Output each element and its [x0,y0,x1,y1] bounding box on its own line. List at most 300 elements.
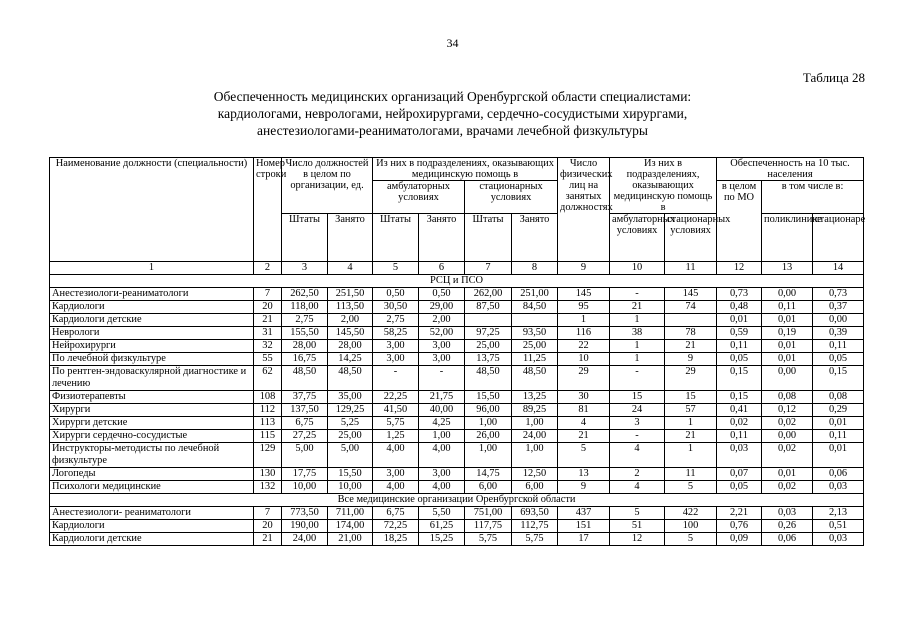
table-cell: 6,00 [512,481,558,494]
table-cell: 62 [254,366,282,391]
table-cell: - [610,366,665,391]
table-cell: - [373,366,419,391]
table-cell: 0,05 [717,353,762,366]
table-cell: 0,02 [762,417,813,430]
table-cell: 115 [254,430,282,443]
table-cell: 41,50 [373,404,419,417]
row-label: Кардиологи детские [50,314,254,327]
table-cell: 130 [254,468,282,481]
table-cell: 22,25 [373,391,419,404]
table-cell: 18,25 [373,533,419,546]
header-total-positions: Число должностей в целом по организации, ед. [282,158,373,214]
table-cell: - [419,366,465,391]
table-cell: 1,00 [465,443,512,468]
table-cell: 55 [254,353,282,366]
table-cell: 1 [610,353,665,366]
table-cell: 0,73 [717,288,762,301]
header-occupied: Занято [328,214,373,262]
table-cell: 145,50 [328,327,373,340]
section-title: Все медицинские организации Оренбургской области [50,494,864,507]
table-cell: 190,00 [282,520,328,533]
table-cell: 6,75 [282,417,328,430]
table-cell: 145 [665,288,717,301]
table-row [50,327,864,340]
table-cell: 5,50 [419,507,465,520]
table-cell: 0,01 [762,468,813,481]
table-cell [512,314,558,327]
table-row [50,366,864,391]
table-cell: 21 [254,314,282,327]
table-cell: 132 [254,481,282,494]
table-cell: 262,50 [282,288,328,301]
table-cell: 5 [558,443,610,468]
table-cell: 108 [254,391,282,404]
table-row [50,481,864,494]
table-cell: 112 [254,404,282,417]
header-occupied: Занято [419,214,465,262]
table-cell: 4,00 [419,481,465,494]
table-cell [465,314,512,327]
table-cell: 21,75 [419,391,465,404]
title-line: Обеспеченность медицинских организаций Оренбургской области специалистами: [213,89,692,104]
table-cell: 0,02 [762,443,813,468]
table-cell: 9 [558,262,610,275]
table-cell: 25,00 [465,340,512,353]
table-cell: 21 [665,430,717,443]
table-cell: 29 [665,366,717,391]
table-cell: 6 [419,262,465,275]
table-cell: 30,50 [373,301,419,314]
table-cell: 10 [558,353,610,366]
table-cell: 0,02 [717,417,762,430]
table-cell: 12,50 [512,468,558,481]
table-cell: 4 [610,481,665,494]
table-cell: 37,75 [282,391,328,404]
header-staff: Штаты [373,214,419,262]
table-cell: 10 [610,262,665,275]
table-cell: 9 [558,481,610,494]
table-cell: 2 [254,262,282,275]
table-cell: 95 [558,301,610,314]
table-cell: 145 [558,288,610,301]
table-cell: 5,75 [373,417,419,430]
row-label: Кардиологи [50,301,254,314]
table-cell: 84,50 [512,301,558,314]
table-cell: 1 [610,340,665,353]
table-cell: 5 [610,507,665,520]
table-cell: 1,00 [419,430,465,443]
table-cell: 48,50 [512,366,558,391]
table-cell: 6,75 [373,507,419,520]
section-title: РСЦ и ПСО [50,275,864,288]
header-of-which: Из них в подразделениях, оказывающих медицинскую помощь в [373,158,558,181]
header-hospital: стационаре [813,214,864,262]
table-cell: 0,15 [717,391,762,404]
table-cell: 15,50 [328,468,373,481]
table-cell: 15 [665,391,717,404]
table-row [50,417,864,430]
table-cell: 48,50 [465,366,512,391]
table-cell: 118,00 [282,301,328,314]
table-cell: 4 [328,262,373,275]
row-label: По рентген-эндоваскулярной диагностике и лечению [50,366,254,391]
table-cell: 0,03 [762,507,813,520]
table-cell: 3,00 [419,468,465,481]
table-cell: 0,51 [813,520,864,533]
table-cell: 129,25 [328,404,373,417]
row-label: Хирурги детские [50,417,254,430]
table-cell: 11 [665,468,717,481]
table-cell: 1,00 [465,417,512,430]
table-cell: 3,00 [419,353,465,366]
table-cell: 13,75 [465,353,512,366]
header-stationary: стационарных условиях [465,181,558,214]
table-cell: 5 [665,481,717,494]
row-label: Анестезиологи-реаниматологи [50,288,254,301]
table-cell: 5 [373,262,419,275]
table-cell: 4,00 [373,481,419,494]
table-cell: 96,00 [465,404,512,417]
table-cell: 5,75 [512,533,558,546]
table-cell: 32 [254,340,282,353]
table-cell: 113,50 [328,301,373,314]
header-ambulatory: амбулаторных условиях [373,181,465,214]
table-cell: 24 [610,404,665,417]
table-cell: 2,21 [717,507,762,520]
table-cell: 0,03 [813,533,864,546]
table-cell: 13 [762,262,813,275]
table-cell: 0,01 [813,443,864,468]
table-cell: 14,25 [328,353,373,366]
table-cell: 5,00 [282,443,328,468]
table-cell: 129 [254,443,282,468]
table-cell: 0,76 [717,520,762,533]
table-row [50,507,864,520]
title-line: кардиологами, неврологами, нейрохирургами, сердечно-сосудистыми хирургами, [217,106,688,121]
row-label: Кардиологи детские [50,533,254,546]
table-cell: 0,01 [813,417,864,430]
column-numbers-row [50,262,864,275]
table-cell: 97,25 [465,327,512,340]
section-header-row [50,494,864,507]
table-cell: 28,00 [282,340,328,353]
table-cell: 58,25 [373,327,419,340]
table-cell: 0,03 [717,443,762,468]
table-cell: 3,00 [419,340,465,353]
table-cell: 0,11 [717,430,762,443]
table-cell: 28,00 [328,340,373,353]
table-cell: 0,41 [717,404,762,417]
table-row [50,430,864,443]
table-cell: 2,75 [373,314,419,327]
table-cell: 0,00 [762,430,813,443]
table-cell: 0,08 [762,391,813,404]
table-cell: 22 [558,340,610,353]
table-cell: 1,00 [512,417,558,430]
table-row [50,520,864,533]
table-cell: 5,00 [328,443,373,468]
table-row [50,468,864,481]
table-cell: 0,00 [762,366,813,391]
table-cell: 0,01 [762,353,813,366]
table-cell: 1 [558,314,610,327]
table-cell: 5 [665,533,717,546]
table-cell: 3,00 [373,340,419,353]
table-cell: 72,25 [373,520,419,533]
table-row [50,404,864,417]
table-cell: 89,25 [512,404,558,417]
table-cell: 437 [558,507,610,520]
table-cell: 422 [665,507,717,520]
row-label: Логопеды [50,468,254,481]
table-cell: 0,08 [813,391,864,404]
table-cell: 3 [610,417,665,430]
table-cell: 0,09 [717,533,762,546]
table-cell: 0,11 [717,340,762,353]
header-persons: Число физических лиц на занятых должностях [558,158,610,262]
table-cell: 74 [665,301,717,314]
table-cell: 1 [665,417,717,430]
table-cell: 5,25 [328,417,373,430]
table-cell: 15 [610,391,665,404]
table-cell: 5,75 [465,533,512,546]
table-label: Таблица 28 [802,70,865,85]
row-label: Хирурги [50,404,254,417]
table-cell: 6,00 [465,481,512,494]
table-cell: 2 [610,468,665,481]
table-cell: 21 [665,340,717,353]
table-cell: 0,00 [813,314,864,327]
table-cell: 262,00 [465,288,512,301]
table-cell: 2,13 [813,507,864,520]
table-cell: 87,50 [465,301,512,314]
title-line: анестезиологами-реаниматологами, врачами лечебной физкультуры [257,123,648,138]
table-cell: 16,75 [282,353,328,366]
table-row [50,314,864,327]
header-occupied: Занято [512,214,558,262]
row-label: Анестезиологи- реаниматологи [50,507,254,520]
table-cell: 4 [610,443,665,468]
table-cell [665,314,717,327]
header-ambulatory2: амбулаторных условиях [610,214,665,262]
table-cell: 0,12 [762,404,813,417]
table-cell: 0,19 [762,327,813,340]
table-cell: 29,00 [419,301,465,314]
table-cell: 29 [558,366,610,391]
table-cell: 21 [254,533,282,546]
header-name: Наименование должности (специальности) [50,158,254,262]
row-label: Кардиологи [50,520,254,533]
table-cell: 7 [254,507,282,520]
table-cell: 48,50 [282,366,328,391]
table-cell: 26,00 [465,430,512,443]
row-label: Нейрохирурги [50,340,254,353]
table-cell: 2,75 [282,314,328,327]
table-cell: 251,00 [512,288,558,301]
table-cell: 7 [254,288,282,301]
table-cell: 25,00 [512,340,558,353]
table-cell: 0,01 [717,314,762,327]
table-cell: 15,25 [419,533,465,546]
table-cell: 112,75 [512,520,558,533]
table-cell: 27,25 [282,430,328,443]
table-cell: 1 [50,262,254,275]
table-cell: 0,02 [762,481,813,494]
table-cell: 30 [558,391,610,404]
table-cell: 0,15 [813,366,864,391]
table-cell: 4,25 [419,417,465,430]
table-cell: 0,26 [762,520,813,533]
table-cell: 1 [665,443,717,468]
table-cell: 24,00 [282,533,328,546]
table-cell: 57 [665,404,717,417]
table-cell: 12 [610,533,665,546]
table-cell: 1,25 [373,430,419,443]
table-cell: 0,15 [717,366,762,391]
row-label: Инструкторы-методисты по лечебной физкультуре [50,443,254,468]
table-cell: 0,05 [813,353,864,366]
table-cell: 773,50 [282,507,328,520]
table-cell: 3,00 [373,468,419,481]
table-cell: 12 [717,262,762,275]
table-cell: 10,00 [282,481,328,494]
table-cell: 7 [465,262,512,275]
table-cell: 10,00 [328,481,373,494]
table-cell: 0,01 [762,314,813,327]
table-cell: 0,06 [813,468,864,481]
table-cell: 0,00 [762,288,813,301]
table-cell: 251,50 [328,288,373,301]
table-cell: - [610,430,665,443]
header-staff: Штаты [282,214,328,262]
table-cell: 0,01 [762,340,813,353]
row-label: Неврологи [50,327,254,340]
table-cell: 0,07 [717,468,762,481]
table-cell: 2,00 [328,314,373,327]
table-cell: 13,25 [512,391,558,404]
table-cell: 0,11 [762,301,813,314]
table-row [50,301,864,314]
table-cell: 0,59 [717,327,762,340]
table-cell: 3,00 [373,353,419,366]
table-cell: 0,37 [813,301,864,314]
table-cell: 137,50 [282,404,328,417]
table-cell: 1,00 [512,443,558,468]
table-cell: 13 [558,468,610,481]
table-cell: 0,11 [813,340,864,353]
table-cell: 0,50 [373,288,419,301]
table-cell: 4,00 [373,443,419,468]
table-cell: 17,75 [282,468,328,481]
table-cell: 20 [254,301,282,314]
row-label: Психологи медицинские [50,481,254,494]
row-label: Хирурги сердечно-сосудистые [50,430,254,443]
table-cell: 21 [558,430,610,443]
table-cell: 51 [610,520,665,533]
header-polyclinic: поликлинике [762,214,813,262]
table-cell: 2,00 [419,314,465,327]
table-cell: 11 [665,262,717,275]
table-title [0,88,905,139]
table-cell: 711,00 [328,507,373,520]
header-staff: Штаты [465,214,512,262]
table-cell: 61,25 [419,520,465,533]
header-row-no: Номер строки [254,158,282,262]
header-total-mo: в целом по МО [717,181,762,262]
table-cell: 4 [558,417,610,430]
table-cell: 0,39 [813,327,864,340]
table-cell: 0,48 [717,301,762,314]
table-cell: 35,00 [328,391,373,404]
table-body [50,262,864,546]
table-cell: 25,00 [328,430,373,443]
table-cell: 21,00 [328,533,373,546]
table-row [50,340,864,353]
table-cell: 116 [558,327,610,340]
table-cell: 0,11 [813,430,864,443]
table-cell: 0,03 [813,481,864,494]
table-cell: 751,00 [465,507,512,520]
section-header-row [50,275,864,288]
table-cell: 0,05 [717,481,762,494]
table-cell: 4,00 [419,443,465,468]
provision-table [49,157,864,546]
table-row [50,391,864,404]
table-cell: 693,50 [512,507,558,520]
table-cell: 11,25 [512,353,558,366]
table-cell: 78 [665,327,717,340]
table-cell: 52,00 [419,327,465,340]
table-cell: 31 [254,327,282,340]
table-cell: 20 [254,520,282,533]
table-row [50,443,864,468]
row-label: Физиотерапевты [50,391,254,404]
table-cell: 113 [254,417,282,430]
table-row [50,353,864,366]
table-cell: 174,00 [328,520,373,533]
table-cell: 3 [282,262,328,275]
table-cell: 38 [610,327,665,340]
header-stationary2: стационарных условиях [665,214,717,262]
table-cell: 40,00 [419,404,465,417]
table-cell: - [610,288,665,301]
table-cell: 8 [512,262,558,275]
header-persons-of-which: Из них в подразделениях, оказывающих медицинскую помощь в [610,158,717,214]
table-cell: 14 [813,262,864,275]
table-cell: 1 [610,314,665,327]
header-provision: Обеспеченность на 10 тыс. населения [717,158,864,181]
table-cell: 0,73 [813,288,864,301]
table-cell: 100 [665,520,717,533]
table-cell: 21 [610,301,665,314]
table-cell: 93,50 [512,327,558,340]
table-cell: 14,75 [465,468,512,481]
table-cell: 155,50 [282,327,328,340]
table-cell: 24,00 [512,430,558,443]
table-row [50,288,864,301]
table-cell: 81 [558,404,610,417]
table-cell: 9 [665,353,717,366]
table-cell: 15,50 [465,391,512,404]
table-cell: 48,50 [328,366,373,391]
table-row [50,533,864,546]
header-incl: в том числе в: [762,181,864,214]
table-cell: 0,06 [762,533,813,546]
page-number: 34 [446,36,459,50]
table-cell: 117,75 [465,520,512,533]
table-cell: 0,29 [813,404,864,417]
table-cell: 0,50 [419,288,465,301]
